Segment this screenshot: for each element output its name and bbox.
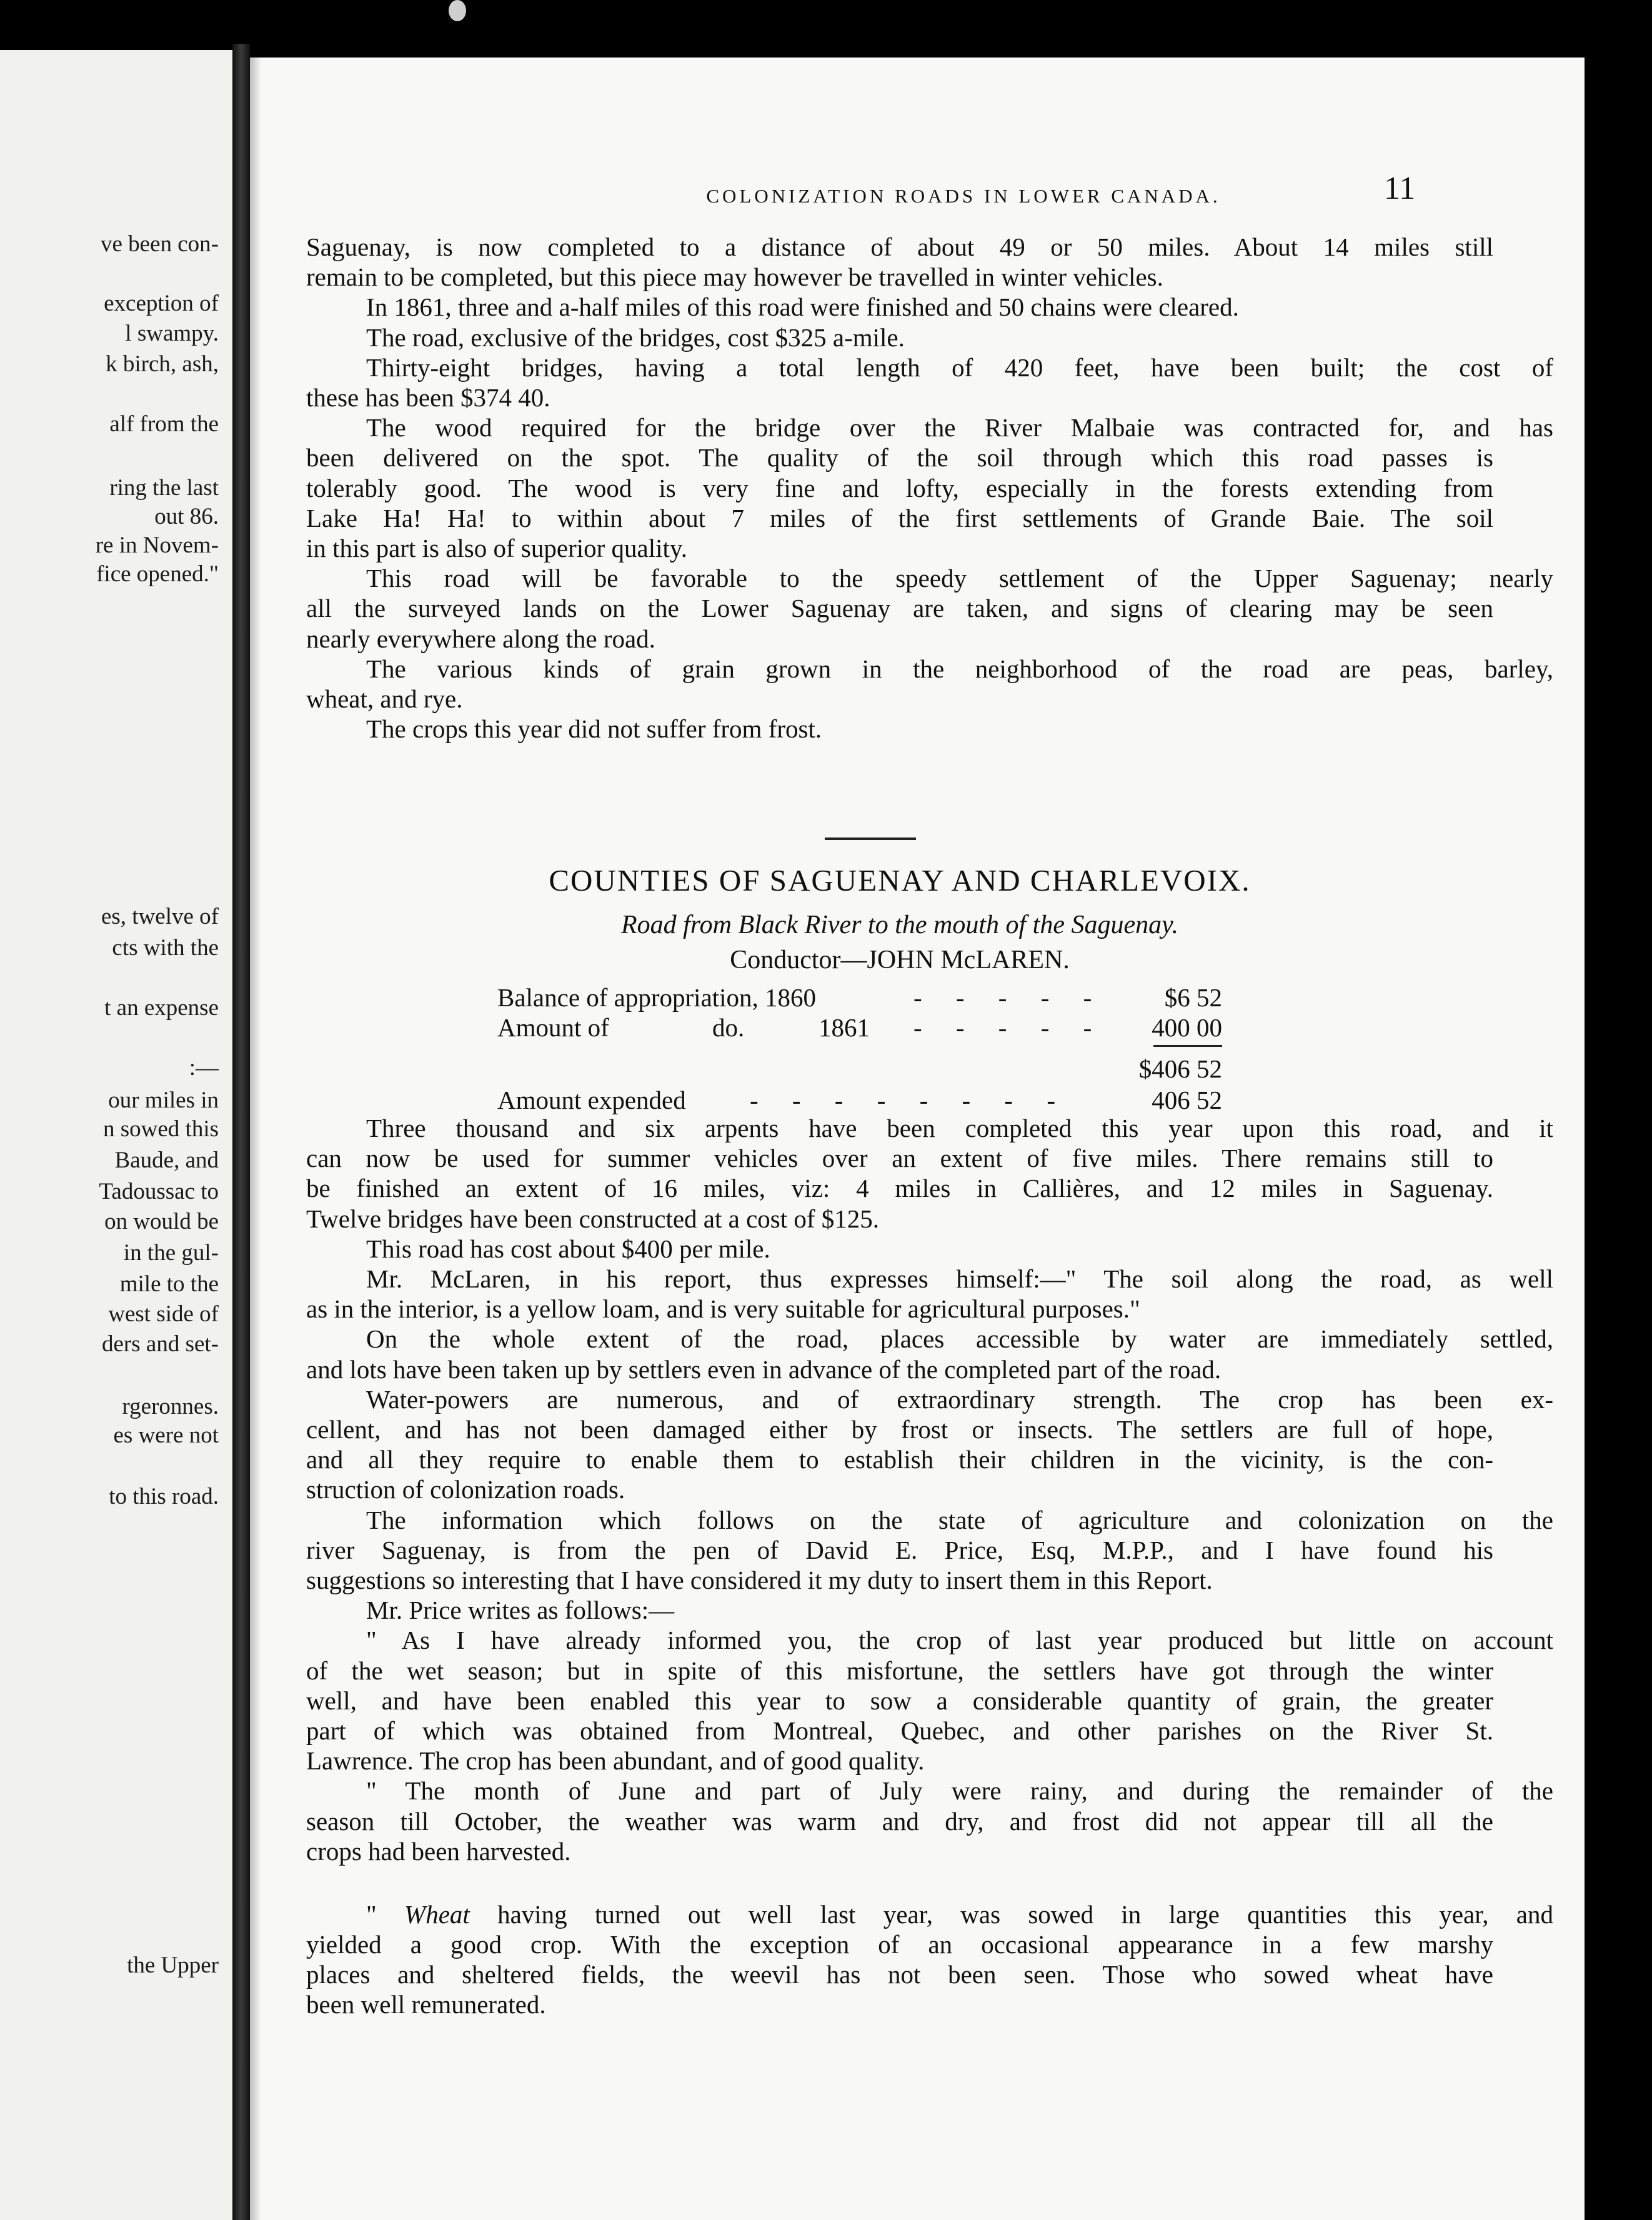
page <box>250 58 1585 2220</box>
text-line: and all they require to enable them to establish their children in the vicinity, is the con- <box>306 1445 1493 1474</box>
text-line: of the wet season; but in spite of this misfortune, the settlers have got through the winter <box>306 1656 1493 1685</box>
facing-page-line: mile to the <box>119 1271 219 1297</box>
text-line: This road will be favorable to the speedy settlement of the Upper Saguenay; nearly <box>366 564 1553 593</box>
text-line: " The month of June and part of July were rainy, and during the remainder of the <box>366 1776 1553 1806</box>
text-line: in this part is also of superior quality. <box>306 534 687 562</box>
text-line: Lake Ha! Ha! to within about 7 miles of the first settlements of Grande Baie. The soil <box>306 503 1493 532</box>
facing-page-line: re in Novem- <box>95 532 219 558</box>
text-line: tolerably good. The wood is very fine and lofty, especially in the forests extending from <box>306 473 1493 502</box>
facing-page-line: ders and set- <box>102 1331 219 1357</box>
facing-page-line: alf from the <box>109 411 219 437</box>
facing-page-line: l swampy. <box>125 321 219 346</box>
sum-rule <box>1153 1045 1222 1047</box>
balance-amount: $6 52 <box>1164 983 1222 1012</box>
text-line: been well remunerated. <box>306 1990 546 2019</box>
book-gutter <box>232 44 250 2220</box>
text-line: Water-powers are numerous, and of extraordinary strength. The crop has been ex- <box>366 1384 1553 1414</box>
text-line: been delivered on the spot. The quality of the soil through which this road passes is <box>306 443 1493 472</box>
text-line: The wood required for the bridge over the River Malbaie was contracted for, and has <box>366 413 1553 442</box>
text-line: river Saguenay, is from the pen of David E. Price, Esq, M.P.P., and I have found his <box>306 1535 1493 1564</box>
expended-amount: 406 52 <box>1152 1086 1222 1114</box>
balance-label: Balance of appropriation, 1860 <box>497 983 817 1012</box>
text-line: season till October, the weather was warm and dry, and frost did not appear till all the <box>306 1806 1493 1836</box>
section-subheading: Road from Black River to the mouth of the Saguenay. <box>621 911 1178 939</box>
facing-page-line: rgeronnes. <box>122 1394 219 1419</box>
text-line: The crops this year did not suffer from frost. <box>366 714 822 744</box>
facing-page-line: on would be <box>104 1209 219 1234</box>
text-line: places and sheltered fields, the weevil has not been seen. Those who sowed wheat have <box>306 1960 1493 1989</box>
facing-page-line: out 86. <box>154 504 219 529</box>
amount-value: 400 00 <box>1152 1013 1222 1042</box>
text-line: struction of colonization roads. <box>306 1475 625 1504</box>
facing-page-line: t an expense <box>104 995 219 1021</box>
facing-page-line: Baude, and <box>114 1148 219 1173</box>
text-line: " Wheat having turned out well last year, was sowed in large quantities this year, and <box>366 1900 1553 1929</box>
amount-ditto: do. <box>712 1013 745 1042</box>
text-line: suggestions so interesting that I have considered it my duty to insert them in this Report. <box>306 1566 1213 1594</box>
facing-page-line: :— <box>189 1055 219 1081</box>
leader-dashes: - - - - - <box>913 1013 1106 1042</box>
text-line: well, and have been enabled this year to sow a considerable quantity of grain, the greater <box>306 1686 1493 1715</box>
facing-page-line: our miles in <box>108 1088 219 1113</box>
expended-label: Amount expended <box>497 1086 686 1114</box>
facing-page-line: to this road. <box>109 1484 219 1509</box>
facing-page-line: west side of <box>108 1301 219 1327</box>
text-line: wheat, and rye. <box>306 684 463 713</box>
facing-page-line: Tadoussac to <box>99 1179 219 1204</box>
leader-dashes: - - - - - <box>913 983 1106 1012</box>
text-line: The information which follows on the state of agriculture and colonization on the <box>366 1505 1553 1534</box>
facing-page-fragment <box>0 50 232 2220</box>
facing-page-line: es were not <box>113 1422 219 1448</box>
amount-label: Amount of <box>497 1013 609 1042</box>
text-line: all the surveyed lands on the Lower Saguenay are taken, and signs of clearing may be seen <box>306 594 1493 623</box>
text-line: The various kinds of grain grown in the neighborhood of the road are peas, barley, <box>366 654 1553 683</box>
text-line: Lawrence. The crop has been abundant, and of good quality. <box>306 1746 925 1776</box>
text-line: cellent, and has not been damaged either by frost or insects. The settlers are full of hope, <box>306 1415 1493 1444</box>
text-line: " As I have already informed you, the crop of last year produced but little on account <box>366 1626 1553 1655</box>
text-line: Three thousand and six arpents have been completed this year upon this road, and it <box>366 1114 1553 1142</box>
amount-year: 1861 <box>819 1013 870 1042</box>
text-line: and lots have been taken up by settlers even in advance of the completed part of the road. <box>306 1354 1222 1384</box>
conductor-line: Conductor—JOHN McLAREN. <box>730 946 1070 974</box>
italic-word: Wheat <box>404 1900 470 1929</box>
text-line: these has been $374 40. <box>306 383 550 412</box>
facing-page-line: in the gul- <box>123 1240 219 1266</box>
facing-page-line: fice opened." <box>96 561 219 587</box>
total-amount: $406 52 <box>1138 1054 1222 1083</box>
text-line: Saguenay, is now completed to a distance of about 49 or 50 miles. About 14 miles still <box>306 232 1493 261</box>
section-divider <box>825 838 916 840</box>
section-heading: COUNTIES OF SAGUENAY AND CHARLEVOIX. <box>549 863 1251 898</box>
facing-page-line: n sowed this <box>103 1116 219 1142</box>
text-line: nearly everywhere along the road. <box>306 624 655 653</box>
spine-shadow <box>250 58 261 2220</box>
text-line: as in the interior, is a yellow loam, and is very suitable for agricultural purposes." <box>306 1294 1140 1324</box>
leader-dashes: - - - - - - - - <box>750 1086 1069 1114</box>
scan-speck <box>449 0 466 21</box>
text-line: yielded a good crop. With the exception of an occasional appearance in a few marshy <box>306 1930 1493 1959</box>
text-line: Thirty-eight bridges, having a total length of 420 feet, have been built; the cost of <box>366 352 1553 382</box>
text-line: Mr. McLaren, in his report, thus expresses himself:—" The soil along the road, as well <box>366 1264 1553 1293</box>
text-line: On the whole extent of the road, places accessible by water are immediately settled, <box>366 1324 1553 1354</box>
facing-page-line: k birch, ash, <box>106 351 219 377</box>
facing-page-line: exception of <box>104 291 219 316</box>
facing-page-line: cts with the <box>112 935 219 961</box>
text-line: crops had been harvested. <box>306 1836 571 1866</box>
text-line: be finished an extent of 16 miles, viz: 4 miles in Callières, and 12 miles in Saguenay. <box>306 1174 1493 1203</box>
facing-page-line: ve been con- <box>100 231 219 257</box>
running-head: COLONIZATION ROADS IN LOWER CANADA. <box>706 185 1221 207</box>
text-line: This road has cost about $400 per mile. <box>366 1234 770 1263</box>
text-line: part of which was obtained from Montreal, Quebec, and other parishes on the River St. <box>306 1716 1493 1745</box>
text-line: The road, exclusive of the bridges, cost $325 a-mile. <box>366 322 905 352</box>
facing-page-line: es, twelve of <box>101 904 219 929</box>
text-line: remain to be completed, but this piece may however be travelled in winter vehicles. <box>306 262 1163 292</box>
text-line: Twelve bridges have been constructed at a cost of $125. <box>306 1204 880 1233</box>
text-line: In 1861, three and a-half miles of this road were finished and 50 chains were cleared. <box>366 292 1239 322</box>
page-number: 11 <box>1384 171 1416 206</box>
text-line: Mr. Price writes as follows:— <box>366 1596 675 1625</box>
facing-page-line: ring the last <box>109 475 219 501</box>
facing-page-line: the Upper <box>127 1952 219 1978</box>
text-line: can now be used for summer vehicles over an extent of five miles. There remains still to <box>306 1144 1493 1173</box>
